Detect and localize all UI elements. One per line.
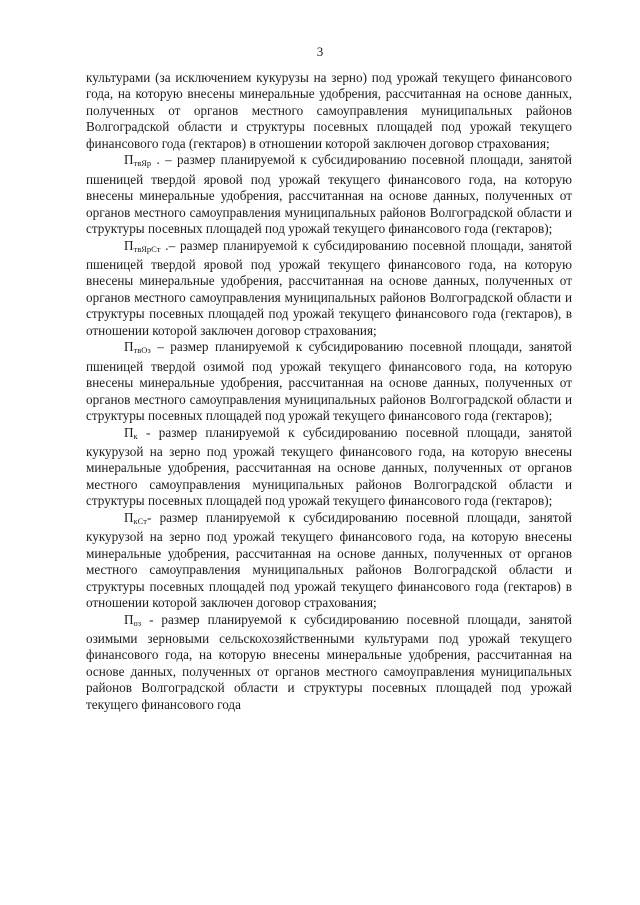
page-number: 3	[316, 44, 324, 59]
definition-text: .– размер планируемой к субсидированию посевной площади, занятой пшеницей твердой яровой под урожай текущего финансового года, на которую внесены минеральные удобрения, рассчитанная на основе данных, полученных от органов местного самоуправления муниципальных районов Волгоградской области и структуры посевных площадей под урожай текущего финансового года (гектаров), в отношении которой заключен договор страхования;	[86, 237, 572, 338]
symbol: П	[124, 237, 134, 253]
paragraph-definition-p-oz	[86, 612, 572, 714]
paragraph-definition-p-tvoz	[86, 339, 572, 424]
document-body	[86, 70, 572, 713]
symbol-subscript: к	[133, 430, 138, 441]
definition-text: – размер планируемой к субсидированию посевной площади, занятой пшеницей твердой озимой под урожай текущего финансового года, на которую внесены минеральные удобрения, рассчитанная на основе данных, полученных от органов местного самоуправления муниципальных районов Волгоградской области и структуры посевных площадей под урожай текущего финансового года (гектаров);	[86, 339, 572, 424]
definition-text: - размер планируемой к субсидированию посевной площади, занятой озимыми зерновыми сельскохозяйственными культурами под урожай текущего финансового года, на которую внесены минеральные удобрения, рассчитанная на основе данных, полученных от органов местного самоуправления муниципальных районов Волгоградской области и структуры посевных площадей под урожай текущего финансового года	[86, 611, 572, 712]
definition-text: - размер планируемой к субсидированию посевной площади, занятой кукурузой на зерно под урожай текущего финансового года, на которую внесены минеральные удобрения, рассчитанная на основе данных, полученных от органов местного самоуправления муниципальных районов Волгоградской области и структуры посевных площадей под урожай текущего финансового года (гектаров) в отношении которой заключен договор страхования;	[86, 509, 572, 611]
paragraph-continuation	[86, 70, 572, 152]
paragraph-definition-p-kst	[86, 510, 572, 612]
symbol-subscript: твЯрСт	[133, 243, 161, 254]
symbol-subscript: оз	[133, 617, 142, 628]
definition-text: . – размер планируемой к субсидированию посевной площади, занятой пшеницей твердой яровой под урожай текущего финансового года, на которую внесены минеральные удобрения, рассчитанная на основе данных, полученных от органов местного самоуправления муниципальных районов Волгоградской области и структуры посевных площадей под урожай текущего финансового года (гектаров);	[86, 152, 572, 237]
symbol-subscript: твОз	[133, 345, 151, 356]
symbol: П	[124, 424, 134, 440]
paragraph-text: культурами (за исключением кукурузы на зерно) под урожай текущего финансового года, на которую внесены минеральные удобрения, рассчитанная на основе данных, полученных от органов местного самоуправления муниципальных районов Волгоградской области и структуры посевных площадей под урожай текущего финансового года (гектаров) в отношении которой заключен договор страхования;	[86, 70, 572, 151]
symbol: П	[124, 339, 134, 355]
paragraph-definition-p-k	[86, 425, 572, 510]
symbol-subscript: твЯр	[133, 158, 152, 169]
symbol: П	[124, 611, 134, 627]
paragraph-definition-p-tvyar	[86, 152, 572, 237]
symbol-subscript: кСт	[133, 515, 147, 526]
symbol: П	[124, 509, 134, 525]
paragraph-definition-p-tvyarst	[86, 238, 572, 340]
symbol: П	[124, 152, 134, 168]
definition-text: - размер планируемой к субсидированию посевной площади, занятой кукурузой на зерно под урожай текущего финансового года, на которую внесены минеральные удобрения, рассчитанная на основе данных, полученных от органов местного самоуправления муниципальных районов Волгоградской области и структуры посевных площадей под урожай текущего финансового года (гектаров);	[86, 424, 572, 509]
